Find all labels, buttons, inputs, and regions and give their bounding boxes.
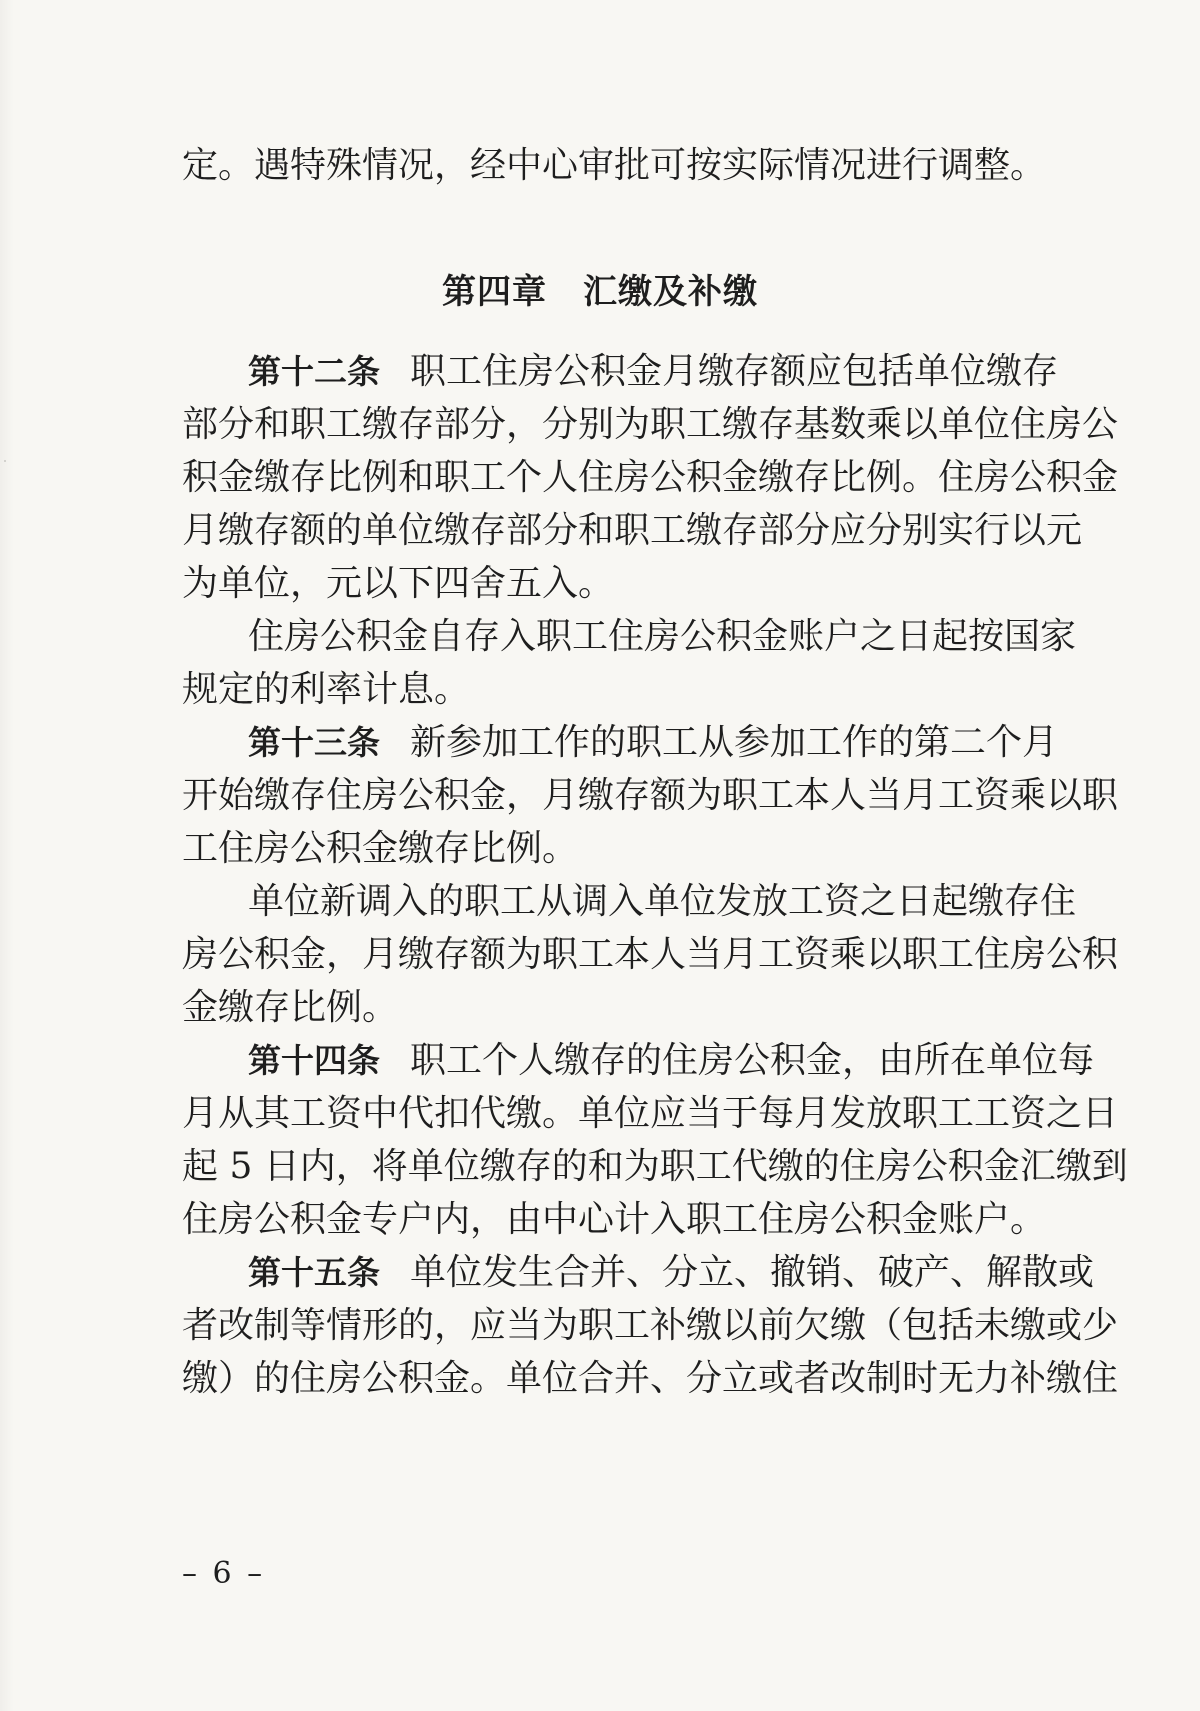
chapter-number: 第四章: [442, 272, 547, 312]
article-13-first-line: [248, 722, 1059, 763]
article-15-first-line: [248, 1252, 1095, 1293]
article-label: 第十三条: [248, 723, 380, 762]
text-line: 部分和职工缴存部分，分别为职工缴存基数乘以单位住房公: [182, 404, 1119, 445]
article-label: 第十五条: [248, 1253, 380, 1292]
article-text: 单位发生合并、分立、撤销、破产、解散或: [410, 1252, 1095, 1293]
text-line: 金缴存比例。: [182, 987, 399, 1028]
text-line: 起 5 日内，将单位缴存的和为职工代缴的住房公积金汇缴到: [182, 1146, 1128, 1187]
text-line: 工住房公积金缴存比例。: [182, 828, 579, 869]
chapter-title: 汇缴及补缴: [583, 272, 758, 312]
text-line: 单位新调入的职工从调入单位发放工资之日起缴存住: [248, 881, 1077, 922]
article-14-first-line: [248, 1040, 1095, 1081]
chapter-heading: [0, 272, 1200, 312]
scan-speck: [4, 460, 6, 462]
text-line: 规定的利率计息。: [182, 669, 471, 710]
text-line: 为单位，元以下四舍五入。: [182, 563, 615, 604]
article-12-first-line: [248, 351, 1059, 392]
page-number: – 6 –: [182, 1556, 266, 1591]
text-line: 房公积金，月缴存额为职工本人当月工资乘以职工住房公积: [182, 934, 1119, 975]
text-line: 积金缴存比例和职工个人住房公积金缴存比例。住房公积金: [182, 457, 1119, 498]
text-line: 月从其工资中代扣代缴。单位应当于每月发放职工工资之日: [182, 1093, 1119, 1134]
text-line: 开始缴存住房公积金，月缴存额为职工本人当月工资乘以职: [182, 775, 1119, 816]
article-text: 新参加工作的职工从参加工作的第二个月: [410, 722, 1059, 763]
text-line: 者改制等情形的，应当为职工补缴以前欠缴（包括未缴或少: [182, 1305, 1119, 1346]
article-label: 第十四条: [248, 1041, 380, 1080]
article-text: 职工个人缴存的住房公积金，由所在单位每: [410, 1040, 1095, 1081]
text-line: 定。遇特殊情况，经中心审批可按实际情况进行调整。: [182, 145, 1047, 186]
text-line: 缴）的住房公积金。单位合并、分立或者改制时无力补缴住: [182, 1358, 1119, 1399]
text-line: 住房公积金自存入职工住房公积金账户之日起按国家: [248, 616, 1077, 657]
text-line: 月缴存额的单位缴存部分和职工缴存部分应分别实行以元: [182, 510, 1083, 551]
article-text: 职工住房公积金月缴存额应包括单位缴存: [410, 351, 1059, 392]
article-label: 第十二条: [248, 352, 380, 391]
text-line: 住房公积金专户内，由中心计入职工住房公积金账户。: [182, 1199, 1047, 1240]
